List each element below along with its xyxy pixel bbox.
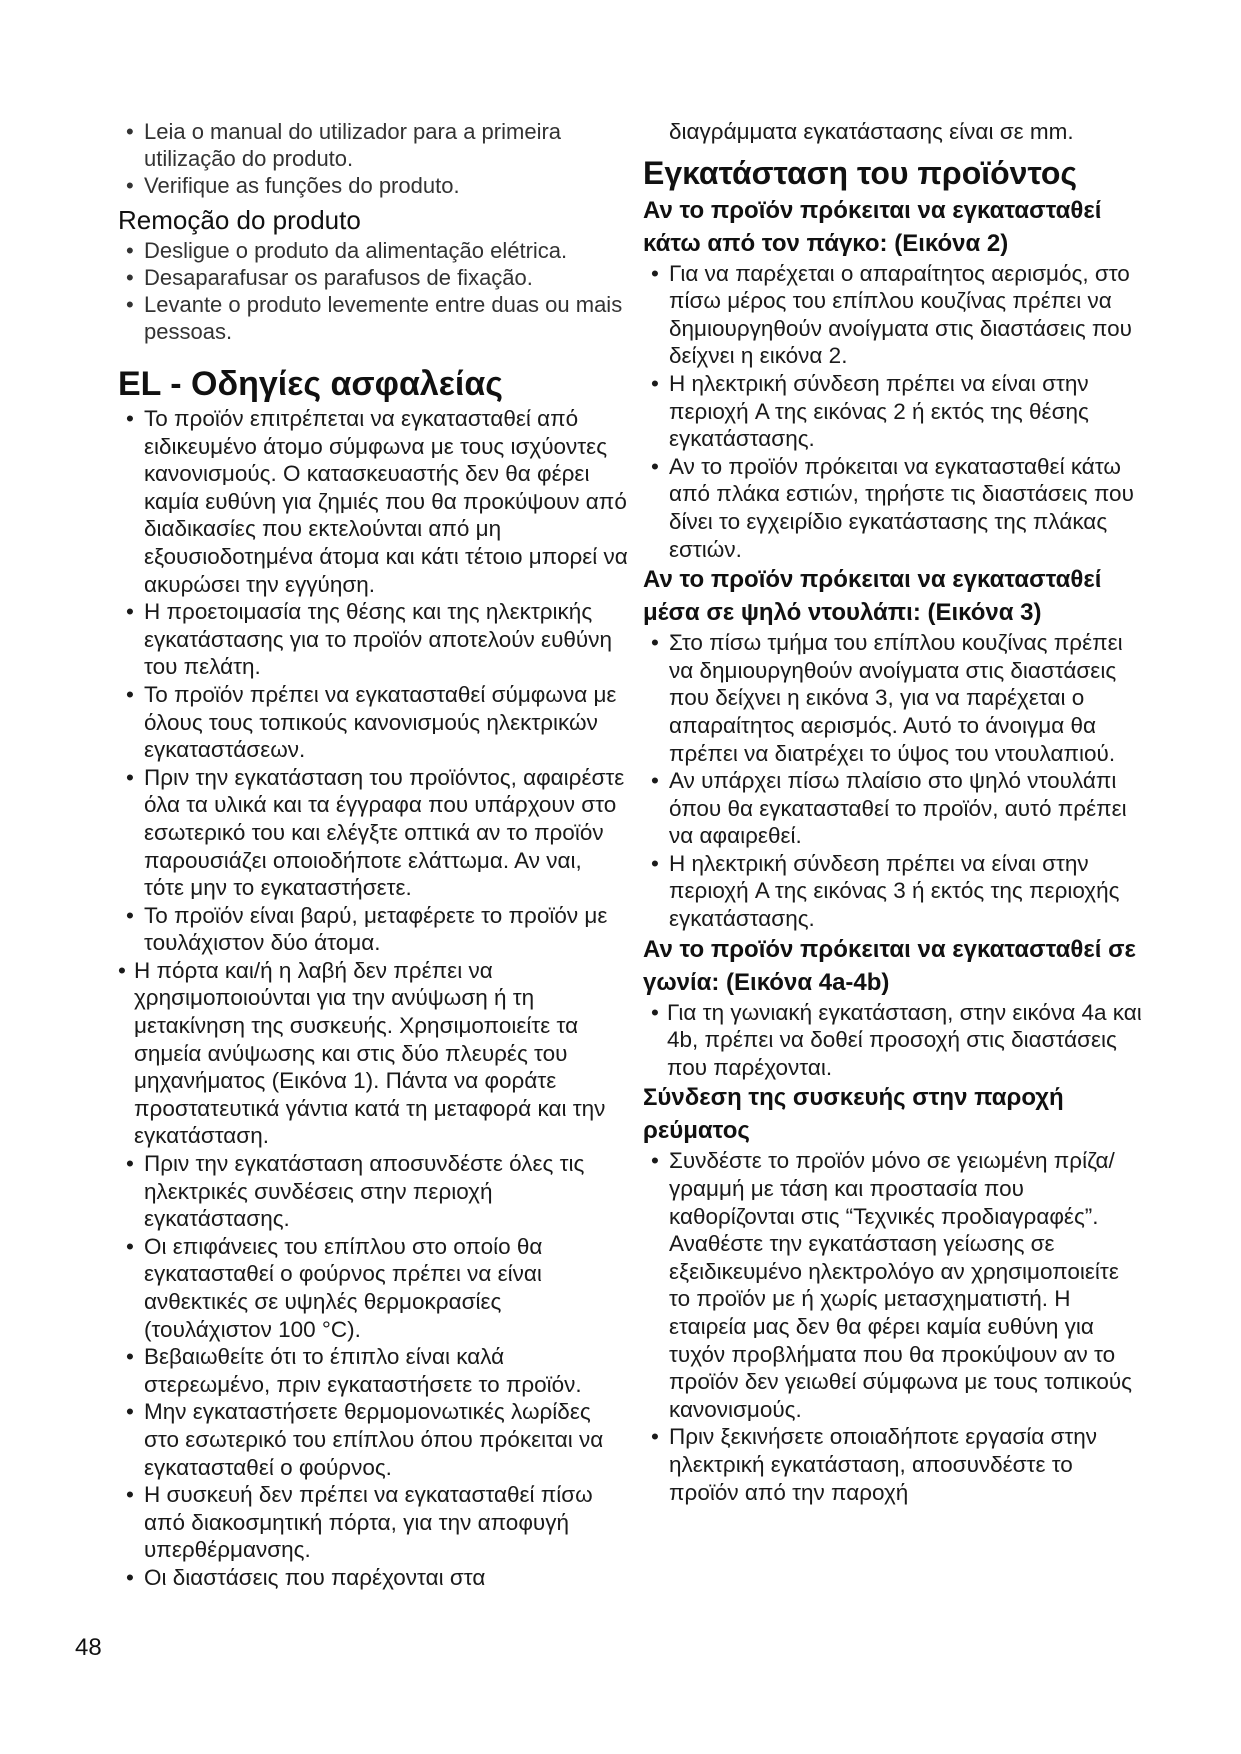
list-item: • Η πόρτα και/ή η λαβή δεν πρέπει να χρησιμοποιούνται για την ανύψωση ή τη μετακίνηση της συσκευής. Χρησιμοποιείτε τα σημεία ανύψωσης και στις δύο πλευρές του μηχανήματος (Εικόνα 1). Πάντα να φοράτε προστατευτικά γάντια κατά τη μεταφορά και την εγκατάσταση.	[118, 957, 606, 1149]
list-item: • Πριν την εγκατάσταση του προϊόντος, αφαιρέστε όλα τα υλικά και τα έγγραφα που υπάρχουν στο εσωτερικό του και ελέγξτε οπτικά αν το προϊόν παρουσιάζει οποιοδήποτε ελάττωμα. Αν ναι, τότε μην το εγκαταστήσετε.	[126, 764, 625, 901]
list-item: • Βεβαιωθείτε ότι το έπιπλο είναι καλά στερεωμένο, πριν εγκαταστήσετε το προϊόν.	[126, 1344, 582, 1397]
power-list	[643, 1147, 1143, 1506]
removal-heading: Remoção do produto	[118, 205, 361, 235]
list-item: • Verifique as funções do produto.	[126, 173, 460, 198]
list-item: • Η συσκευή δεν πρέπει να εγκατασταθεί πίσω από διακοσμητική πόρτα, για την αποφυγή υπερθέρμανσης.	[126, 1482, 593, 1563]
list-item: • Το προϊόν επιτρέπεται να εγκατασταθεί από ειδικευμένο άτομο σύμφωνα με τους ισχύοντες κανονισμούς. Ο κατασκευαστής δεν θα φέρει καμία ευθύνη για ζημιές που θα προκύψουν από διαδικασίες που εκτελούνται από μη εξουσιοδοτημένα άτομα και κάτι τέτοιο μπορεί να ακυρώσει την εγγύηση.	[126, 406, 628, 597]
list-item: • Η ηλεκτρική σύνδεση πρέπει να είναι στην περιοχή A της εικόνας 2 ή εκτός της θέσης εγκατάστασης.	[651, 370, 1089, 452]
list-item: • Μην εγκαταστήσετε θερμομονωτικές λωρίδες στο εσωτερικό του επίπλου όπου πρόκειται να εγκατασταθεί ο φούρνος.	[126, 1399, 604, 1480]
under-counter-list	[643, 260, 1143, 564]
list-item: • Πριν ξεκινήσετε οποιαδήποτε εργασία στην ηλεκτρική εγκατάσταση, αποσυνδέστε το προϊόν από την παροχή	[651, 1424, 1098, 1505]
list-item: • Το προϊόν είναι βαρύ, μεταφέρετε το προϊόν με τουλάχιστον δύο άτομα.	[126, 902, 608, 956]
list-item: • Αν υπάρχει πίσω πλαίσιο στο ψηλό ντουλάπι όπου θα εγκατασταθεί το προϊόν, αυτό πρέπει να αφαιρεθεί.	[651, 768, 1127, 849]
right-column	[643, 118, 1143, 1506]
removal-list	[118, 237, 628, 345]
list-item: • Για τη γωνιακή εγκατάσταση, στην εικόνα 4a και 4b, πρέπει να δοθεί προσοχή στις διαστάσεις που παρέχονται.	[651, 999, 1142, 1080]
left-column	[118, 118, 628, 1592]
list-item: • Η ηλεκτρική σύνδεση πρέπει να είναι στην περιοχή A της εικόνας 3 ή εκτός της περιοχής εγκατάστασης.	[651, 850, 1120, 932]
under-counter-heading: Αν το προϊόν πρόκειται να εγκατασταθεί κάτω από τον πάγκο: (Εικόνα 2)	[643, 196, 1102, 257]
list-item: • Levante o produto levemente entre duas ou mais pessoas.	[126, 292, 623, 344]
page-number: 48	[75, 1634, 102, 1661]
list-item: • Desligue o produto da alimentação elétrica.	[126, 238, 568, 263]
list-item: • Οι διαστάσεις που παρέχονται στα	[126, 1564, 486, 1590]
safety-list	[118, 405, 628, 1592]
list-item: • Desaparafusar os parafusos de fixação.	[126, 265, 533, 290]
list-item: • Οι επιφάνειες του επίπλου στο οποίο θα εγκατασταθεί ο φούρνος πρέπει να είναι ανθεκτικές σε υψηλές θερμοκρασίες (τουλάχιστον 100 °C).	[126, 1233, 543, 1342]
tall-cabinet-list	[643, 629, 1143, 933]
tall-cabinet-heading: Αν το προϊόν πρόκειται να εγκατασταθεί μέσα σε ψηλό ντουλάπι: (Εικόνα 3)	[643, 566, 1102, 627]
list-item: • Η προετοιμασία της θέσης και της ηλεκτρικής εγκατάστασης για το προϊόν αποτελούν ευθύνη του πελάτη.	[126, 599, 612, 680]
pt-intro-list	[118, 118, 628, 199]
continuation-text: διαγράμματα εγκατάστασης είναι σε mm.	[669, 119, 1074, 144]
list-item: • Αν το προϊόν πρόκειται να εγκατασταθεί κάτω από πλάκα εστιών, τηρήστε τις διαστάσεις που δίνει το εγχειρίδιο εγκατάστασης της πλάκας εστιών.	[651, 453, 1134, 562]
install-heading: Εγκατάσταση του προϊόντος	[643, 154, 1078, 191]
list-item: • Για να παρέχεται ο απαραίτητος αερισμός, στο πίσω μέρος του επίπλου κουζίνας πρέπει να δημιουργηθούν ανοίγματα στις διαστάσεις που δείχνει η εικόνα 2.	[651, 260, 1132, 369]
corner-list	[643, 999, 1143, 1082]
list-item: • Leia o manual do utilizador para a primeira utilização do produto.	[126, 119, 562, 171]
list-item: • Συνδέστε το προϊόν μόνο σε γειωμένη πρίζα/ γραμμή με τάση και προστασία που καθορίζονται στις “Τεχνικές προδιαγραφές”. Αναθέστε την εγκατάσταση γείωσης σε εξειδικευμένο ηλεκτρολόγο αν χρησιμοποιείτε το προϊόν με ή χωρίς μετασχηματιστή. Η εταιρεία μας δεν θα φέρει καμία ευθύνη για τυχόν προβλήματα που θα προκύψουν αν το προϊόν δεν γειωθεί σύμφωνα με τους τοπικούς κανονισμούς.	[651, 1148, 1133, 1422]
corner-heading: Αν το προϊόν πρόκειται να εγκατασταθεί σε γωνία: (Εικόνα 4a-4b)	[643, 935, 1136, 996]
list-item: • Πριν την εγκατάσταση αποσυνδέστε όλες τις ηλεκτρικές συνδέσεις στην περιοχή εγκατάστασης.	[126, 1151, 585, 1232]
list-item: • Στο πίσω τμήμα του επίπλου κουζίνας πρέπει να δημιουργηθούν ανοίγματα στις διαστάσεις που δείχνει η εικόνα 3, για να παρέχεται ο απαραίτητος αερισμός. Αυτό το άνοιγμα θα πρέπει να διατρέχει το ύψος του ντουλαπιού.	[651, 630, 1123, 766]
power-heading: Σύνδεση της συσκευής στην παροχή ρεύματος	[643, 1084, 1064, 1145]
safety-section-heading: EL - Οδηγίες ασφαλείας	[118, 365, 503, 403]
list-item: • Το προϊόν πρέπει να εγκατασταθεί σύμφωνα με όλους τους τοπικούς κανονισμούς ηλεκτρικών εγκαταστάσεων.	[126, 681, 617, 763]
